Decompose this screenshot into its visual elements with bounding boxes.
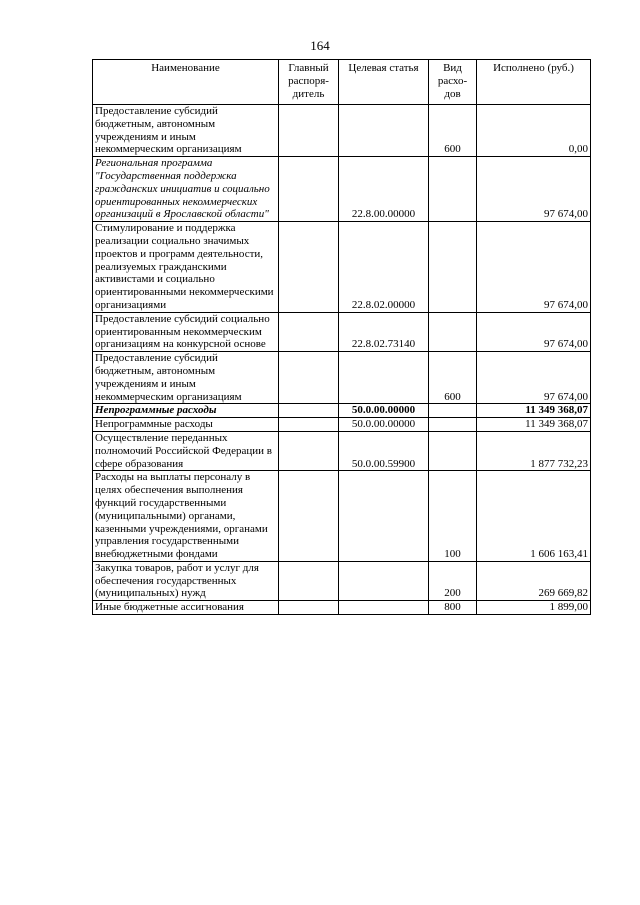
row-name: Непрограммные расходы [93, 404, 279, 418]
row-type: 600 [429, 352, 477, 404]
row-target: 22.8.02.73140 [339, 312, 429, 351]
page-number: 164 [310, 38, 330, 53]
row-type [429, 312, 477, 351]
row-target: 50.0.00.00000 [339, 404, 429, 418]
row-chief [279, 561, 339, 600]
table-row [93, 601, 591, 615]
row-type: 200 [429, 561, 477, 600]
table-row [93, 105, 591, 157]
row-name: Предоставление субсидий бюджетным, автономным учреждениям и иным некоммерческим организациям [93, 105, 279, 157]
row-chief [279, 312, 339, 351]
row-name: Осуществление переданных полномочий Российской Федерации в сфере образования [93, 431, 279, 470]
row-name: Региональная программа "Государственная поддержка гражданских инициатив и социально ориентированных некоммерческих организаций в Ярославской области" [93, 157, 279, 222]
row-amount: 97 674,00 [477, 352, 591, 404]
row-chief [279, 222, 339, 313]
row-name: Предоставление субсидий бюджетным, автономным учреждениям и иным некоммерческим организациям [93, 352, 279, 404]
row-chief [279, 418, 339, 432]
row-chief [279, 471, 339, 562]
row-chief [279, 105, 339, 157]
row-amount: 97 674,00 [477, 157, 591, 222]
row-name: Расходы на выплаты персоналу в целях обеспечения выполнения функций государственными (муниципальными) органами, казенными учреждениями, органами управления государственными внебюджетными фондами [93, 471, 279, 562]
row-type: 800 [429, 601, 477, 615]
row-target [339, 352, 429, 404]
row-chief [279, 352, 339, 404]
table-header-row [93, 60, 591, 105]
table-row [93, 157, 591, 222]
row-type: 600 [429, 105, 477, 157]
row-target [339, 105, 429, 157]
table-row [93, 312, 591, 351]
row-chief [279, 431, 339, 470]
row-name: Стимулирование и поддержка реализации социально значимых проектов и программ деятельности, реализуемых гражданскими активистами и социально ориентированными некоммерческими организациями [93, 222, 279, 313]
row-amount: 11 349 368,07 [477, 418, 591, 432]
table-row [93, 404, 591, 418]
row-amount: 97 674,00 [477, 312, 591, 351]
row-chief [279, 601, 339, 615]
table-row [93, 561, 591, 600]
row-type [429, 431, 477, 470]
row-target: 50.0.00.00000 [339, 418, 429, 432]
row-target [339, 561, 429, 600]
row-amount: 269 669,82 [477, 561, 591, 600]
row-target: 22.8.00.00000 [339, 157, 429, 222]
row-chief [279, 404, 339, 418]
row-name: Закупка товаров, работ и услуг для обеспечения государственных (муниципальных) нужд [93, 561, 279, 600]
table-row [93, 352, 591, 404]
budget-table [92, 59, 591, 615]
table-row [93, 471, 591, 562]
row-name: Иные бюджетные ассигнования [93, 601, 279, 615]
table-row [93, 222, 591, 313]
header-chief: Главный распоря- дитель [279, 60, 339, 105]
row-name: Непрограммные расходы [93, 418, 279, 432]
row-target: 22.8.02.00000 [339, 222, 429, 313]
row-type: 100 [429, 471, 477, 562]
row-target [339, 471, 429, 562]
row-type [429, 222, 477, 313]
row-amount: 1 606 163,41 [477, 471, 591, 562]
table-row [93, 418, 591, 432]
row-target [339, 601, 429, 615]
row-amount: 1 877 732,23 [477, 431, 591, 470]
row-chief [279, 157, 339, 222]
header-target: Целевая статья [339, 60, 429, 105]
header-type: Вид расхо- дов [429, 60, 477, 105]
row-amount: 97 674,00 [477, 222, 591, 313]
table-row [93, 431, 591, 470]
row-name: Предоставление субсидий социально ориентированным некоммерческим организациям на конкурсной основе [93, 312, 279, 351]
row-type [429, 157, 477, 222]
header-name: Наименование [93, 60, 279, 105]
row-amount: 0,00 [477, 105, 591, 157]
row-amount: 1 899,00 [477, 601, 591, 615]
row-target: 50.0.00.59900 [339, 431, 429, 470]
row-type [429, 404, 477, 418]
header-amount: Исполнено (руб.) [477, 60, 591, 105]
row-amount: 11 349 368,07 [477, 404, 591, 418]
row-type [429, 418, 477, 432]
